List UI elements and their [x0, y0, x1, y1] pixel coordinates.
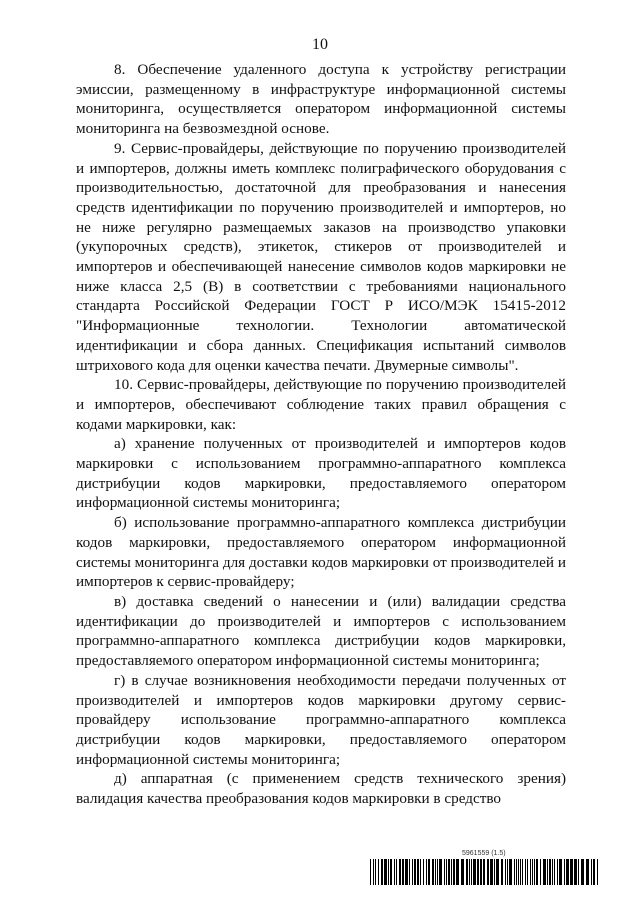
paragraph-10: 10. Сервис-провайдеры, действующие по поручению производителей и импортеров, обеспечивают соблюдение таких правил обращения с кодами маркировки, как:: [76, 376, 566, 433]
page-number: 10: [312, 36, 328, 53]
document-body: [76, 60, 566, 809]
paragraph-10-b: б) использование программно-аппаратного комплекса дистрибуции кодов маркировки, предоставляемого оператором информационной системы мониторинга для доставки кодов маркировки от производителей и импортеров к сервис-провайдеру;: [76, 514, 566, 591]
paragraph-10-d: г) в случае возникновения необходимости передачи полученных от производителей и импортеров кодов маркировки другому сервис-провайдеру использование программно-аппаратного комплекса дистрибуции кодов маркировки, предоставляемого оператором информационной системы мониторинга;: [76, 671, 566, 768]
document-footer: [370, 850, 600, 885]
paragraph-10-e: д) аппаратная (с применением средств технического зрения) валидация качества преобразования кодов маркировки в средство: [76, 770, 566, 808]
paragraph-10-a: а) хранение полученных от производителей и импортеров кодов маркировки с использованием программно-аппаратного комплекса дистрибуции кодов маркировки, предоставляемого оператором информационной системы мониторинга;: [76, 435, 566, 512]
paragraph-9: 9. Сервис-провайдеры, действующие по поручению производителей и импортеров, должны иметь комплекс полиграфического оборудования с производительностью, достаточной для преобразования и нанесения средств идентификации по поручению производителей и импортеров, но не ниже регулярно размещаемых заказов на производство упаковки (укупорочных средств), этикеток, стикеров от производителей и импортеров и обеспечивающей нанесение символов кодов маркировки не ниже класса 2,5 (B) в соответствии с требованиями национального стандарта Российской Федерации ГОСТ Р ИСО/МЭК 15415-2012 "Информационные технологии. Технологии автоматической идентификации и сбора данных. Спецификация испытаний символов штрихового кода для оценки качества печати. Двумерные символы".: [76, 139, 566, 374]
barcode-icon: [370, 859, 600, 885]
paragraph-8: 8. Обеспечение удаленного доступа к устройству регистрации эмиссии, размещенному в инфраструктуре информационной системы мониторинга, осуществляется оператором информационной системы мониторинга на безвозмездной основе.: [76, 61, 566, 138]
paragraph-10-c: в) доставка сведений о нанесении и (или) валидации средства идентификации до производителей и импортеров с использованием программно-аппаратного комплекса дистрибуции кодов маркировки, предоставляемого оператором информационной системы мониторинга;: [76, 592, 566, 670]
document-code: 5961559 (1.5): [462, 850, 506, 857]
